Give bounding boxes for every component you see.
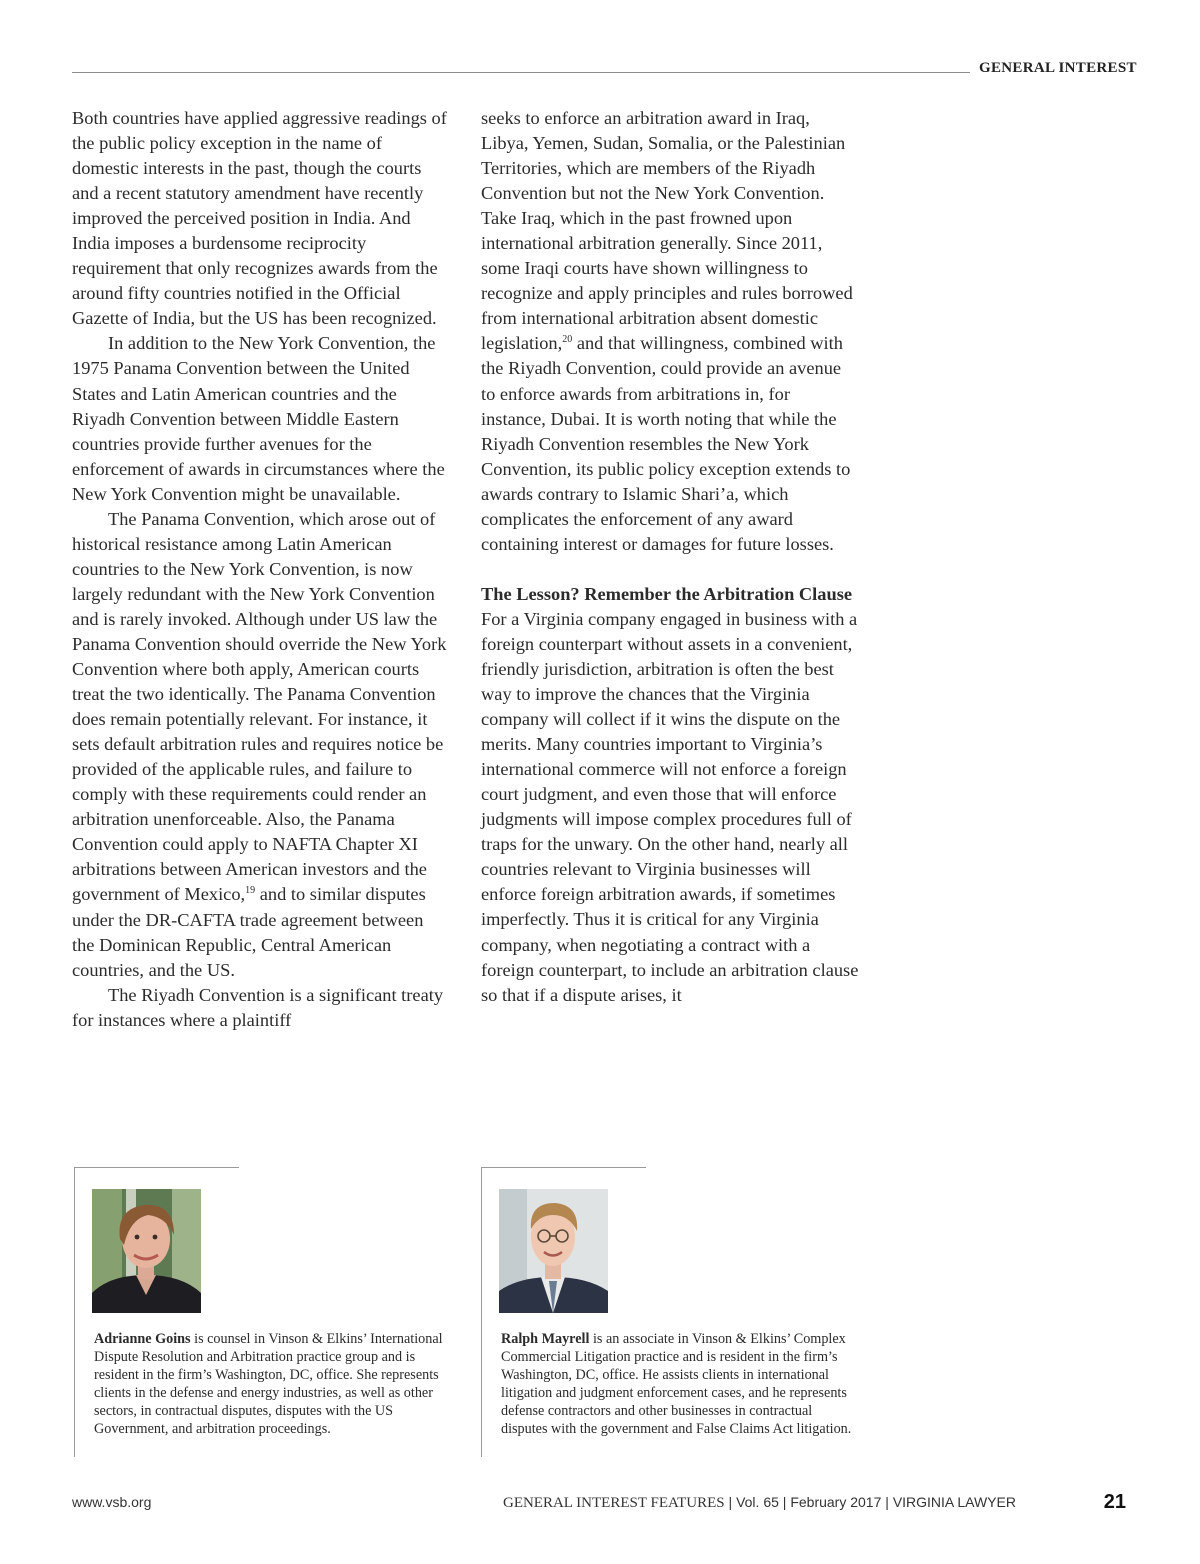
footer-date: February 2017 — [790, 1494, 882, 1510]
author-bio — [94, 1331, 446, 1438]
footer-separator: | — [881, 1494, 893, 1510]
footer-section: GENERAL INTEREST FEATURES — [502, 1495, 725, 1511]
author-photo-adrianne-goins — [92, 1189, 201, 1313]
paragraph-text: and to similar disputes under the DR-CAFTA trade agreement between the Dominican Republic, Central American countries, and the US. — [72, 884, 426, 980]
article-right-column — [481, 106, 859, 1008]
paragraph-text: The Panama Convention, which arose out of historical resistance among Latin American countries to the New York Convention, is now largely redundant with the New York Convention and is rarely invoked. Although under US law the Panama Convention should override the New York Convention where both apply, American courts treat the two identically. The Panama Convention does remain potentially relevant. For instance, it sets default arbitration rules and requires notice be provided of the applicable rules, and failure to comply with these requirements could render an arbitration unenforceable. Also, the Panama Convention could apply to NAFTA Chapter XI arbitrations between American investors and the government of Mexico, — [72, 508, 447, 905]
paragraph: For a Virginia company engaged in business with a foreign counterpart without assets in a convenient, friendly jurisdiction, arbitration is often the best way to improve the chances that the Virginia company will collect if it wins the dispute on the merits. Many countries important to Virginia’s international commerce will not enforce a foreign court judgment, and even those that will enforce judgments will impose complex procedures full of traps for the unwary. On the other hand, nearly all countries relevant to Virginia businesses will enforce foreign arbitration awards, if sometimes imperfectly. Thus it is critical for any Virginia company, when negotiating a contract with a foreign counterpart, to include an arbitration clause so that if a dispute arises, it — [481, 608, 859, 1005]
paragraph — [481, 106, 859, 557]
author-name: Ralph Mayrell — [501, 1331, 590, 1347]
footer-publication-info — [503, 1494, 1016, 1512]
bio-text: is an associate in Vinson & Elkins’ Complex Commercial Litigation practice and is resident in the firm’s Washington, DC, office. He assists clients in international litigation and judgment enforcement cases, and he represents defense contractors and other businesses in contractual disputes with the government and False Claims Act litigation. — [501, 1331, 852, 1437]
paragraph: Both countries have applied aggressive readings of the public policy exception in the name of domestic interests in the past, though the courts and a recent statutory amendment have recently improved the perceived position in India. And India imposes a burdensome reciprocity requirement that only recognizes awards from the around fifty countries notified in the Official Gazette of India, but the US has been recognized. — [72, 108, 447, 329]
section-subheading: The Lesson? Remember the Arbitration Clause — [481, 583, 853, 604]
author-name: Adrianne Goins — [94, 1331, 191, 1347]
footer-volume: Vol. 65 — [736, 1494, 779, 1510]
frame-line — [481, 1167, 482, 1457]
frame-line — [74, 1167, 239, 1168]
author-bio — [501, 1331, 853, 1438]
article-left-column — [72, 106, 450, 1033]
frame-line — [481, 1167, 646, 1168]
paragraph-text: and that willingness, combined with the Riyadh Convention, could provide an avenue to enforce awards from arbitrations in, for instance, Dubai. It is worth noting that while the Riyadh Convention resembles the New York Convention, its public policy exception extends to awards contrary to Islamic Shari’a, which complicates the enforcement of any award containing interest or damages for future losses. — [481, 333, 851, 554]
footer-separator: | — [724, 1494, 737, 1510]
paragraph: The Riyadh Convention is a significant treaty for instances where a plaintiff — [72, 984, 444, 1030]
header-rule — [72, 72, 970, 73]
footnote-ref-20[interactable]: 20 — [562, 334, 573, 346]
page-number: 21 — [1103, 1491, 1126, 1513]
bio-text: is counsel in Vinson & Elkins’ International Dispute Resolution and Arbitration practice group and is resident in the firm’s Washington, DC, office. She represents clients in the defense and energy industries, as well as other sectors, in contractual disputes, disputes with the US Government, and arbitration proceedings. — [94, 1331, 443, 1437]
footer-publication: VIRGINIA LAWYER — [892, 1494, 1016, 1510]
author-photo-ralph-mayrell — [499, 1189, 608, 1313]
frame-line — [74, 1167, 75, 1457]
paragraph: In addition to the New York Convention, the 1975 Panama Convention between the United States and Latin American countries and the Riyadh Convention between Middle Eastern countries provide further avenues for the enforcement of awards in circumstances where the New York Convention might be unavailable. — [72, 333, 445, 504]
footnote-ref-19[interactable]: 19 — [245, 885, 256, 897]
paragraph-text: seeks to enforce an arbitration award in Iraq, Libya, Yemen, Sudan, Somalia, or the Palestinian Territories, which are members of the Riyadh Convention but not the New York Convention. Take Iraq, which in the past frowned upon international arbitration generally. Since 2011, some Iraqi courts have shown willingness to recognize and apply principles and rules borrowed from international arbitration absent domestic legislation, — [481, 108, 853, 354]
footer-separator: | — [778, 1494, 791, 1510]
paragraph — [72, 507, 450, 983]
section-label: GENERAL INTEREST — [979, 60, 1137, 76]
footer-url-link[interactable]: www.vsb.org — [72, 1494, 152, 1510]
